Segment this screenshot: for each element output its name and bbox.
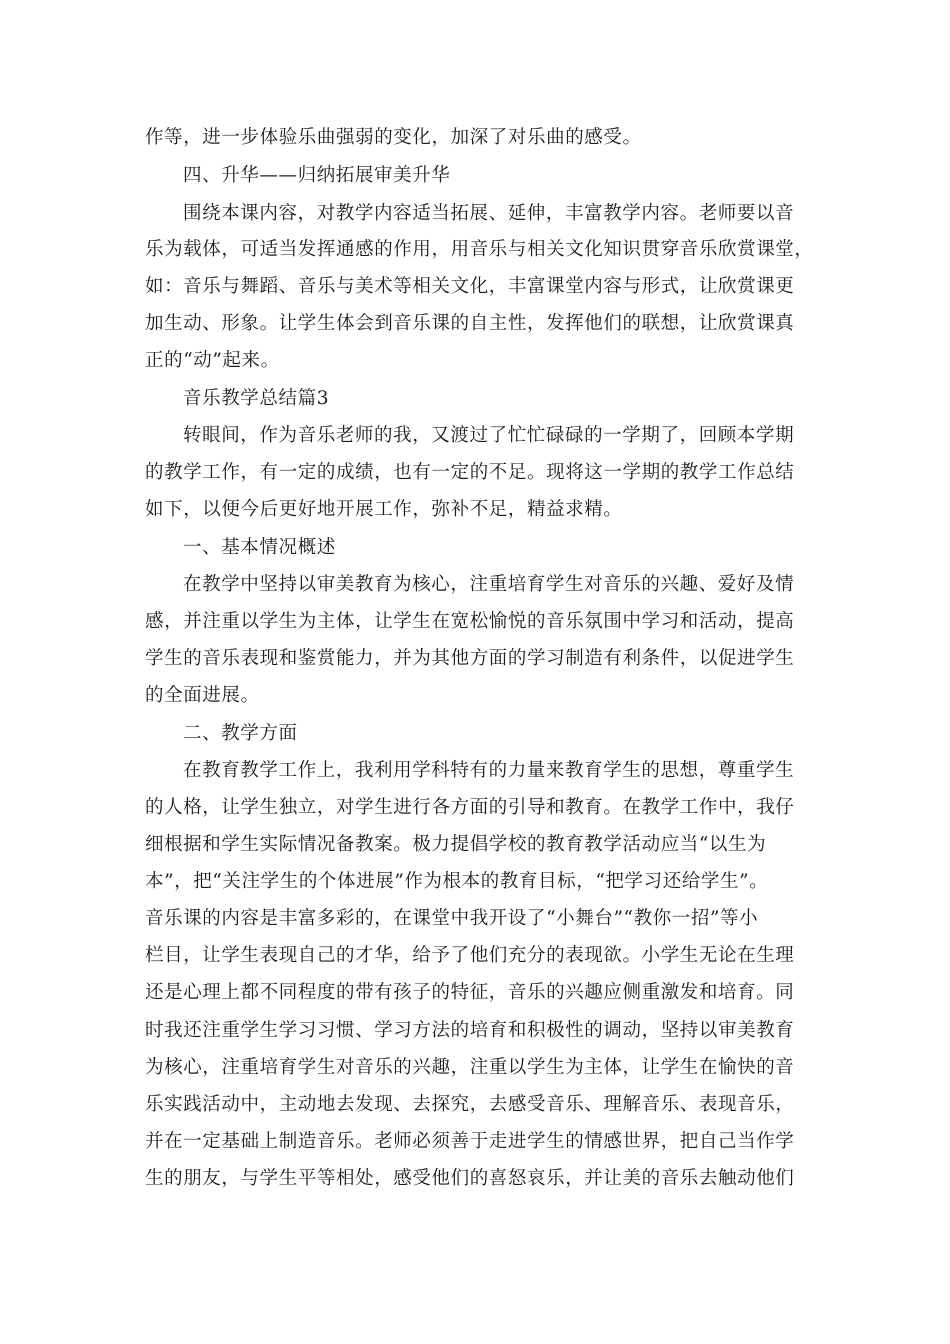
paragraph-line: 如下，以便今后更好地开展工作，弥补不足，精益求精。 [145, 499, 623, 520]
paragraph-line: 还是心理上都不同程度的带有孩子的特征，音乐的兴趣应侧重激发和培育。同 [145, 982, 795, 1003]
paragraph-line: 生的朋友，与学生平等相处，感受他们的喜怒哀乐，并让美的音乐去触动他们 [145, 1168, 795, 1189]
paragraph-line: 感，并注重以学生为主体，让学生在宽松愉悦的音乐氛围中学习和活动，提高 [145, 611, 795, 632]
paragraph-line: 乐实践活动中，主动地去发现、去探究，去感受音乐、理解音乐、表现音乐， [145, 1094, 795, 1115]
paragraph-line: 时我还注重学生学习习惯、学习方法的培育和积极性的调动，坚持以审美教育 [145, 1020, 795, 1041]
paragraph-line: 的教学工作，有一定的成绩，也有一定的不足。现将这一学期的教学工作总结 [145, 462, 795, 483]
paragraph-line: 的全面进展。 [145, 685, 260, 706]
paragraph-line: 围绕本课内容，对教学内容适当拓展、延伸，丰富教学内容。老师要以音 [183, 203, 795, 224]
paragraph-line: 细根据和学生实际情况备教案。极力提倡学校的教育教学活动应当“以生为 [145, 834, 767, 855]
paragraph-line: 乐为载体，可适当发挥通感的作用，用音乐与相关文化知识贯穿音乐欣赏课堂， [145, 239, 814, 260]
article-heading: 音乐教学总结篇3 [183, 388, 330, 409]
paragraph-line: 音乐课的内容是丰富多彩的，在课堂中我开设了“小舞台”“教你一招”等小 [145, 908, 759, 929]
section-heading: 二、教学方面 [183, 723, 298, 744]
paragraph-line: 本”，把“关注学生的个体进展”作为根本的教育目标，“把学习还给学生”。 [145, 871, 769, 892]
paragraph-line: 栏目，让学生表现自己的才华，给予了他们充分的表现欲。小学生无论在生理 [145, 945, 795, 966]
section-heading: 一、基本情况概述 [183, 537, 336, 558]
paragraph-line: 在教学中坚持以审美教育为核心，注重培育学生对音乐的兴趣、爱好及情 [183, 574, 795, 595]
section-heading: 四、升华——归纳拓展审美升华 [183, 165, 451, 186]
paragraph-line: 作等，进一步体验乐曲强弱的变化，加深了对乐曲的感受。 [145, 127, 642, 148]
paragraph-line: 如：音乐与舞蹈、音乐与美术等相关文化，丰富课堂内容与形式，让欣赏课更 [145, 276, 795, 297]
paragraph-line: 在教育教学工作上，我利用学科特有的力量来教育学生的思想，尊重学生 [183, 760, 795, 781]
paragraph-line: 并在一定基础上制造音乐。老师必须善于走进学生的情感世界，把自己当作学 [145, 1131, 795, 1152]
paragraph-line: 加生动、形象。让学生体会到音乐课的自主性，发挥他们的联想，让欣赏课真 [145, 313, 795, 334]
paragraph-line: 转眼间，作为音乐老师的我，又渡过了忙忙碌碌的一学期了，回顾本学期 [183, 425, 795, 446]
paragraph-line: 正的“动”起来。 [145, 350, 280, 371]
paragraph-line: 学生的音乐表现和鉴赏能力，并为其他方面的学习制造有利条件，以促进学生 [145, 648, 795, 669]
paragraph-line: 的人格，让学生独立，对学生进行各方面的引导和教育。在教学工作中，我仔 [145, 797, 795, 818]
paragraph-line: 为核心，注重培育学生对音乐的兴趣，注重以学生为主体，让学生在愉快的音 [145, 1057, 795, 1078]
